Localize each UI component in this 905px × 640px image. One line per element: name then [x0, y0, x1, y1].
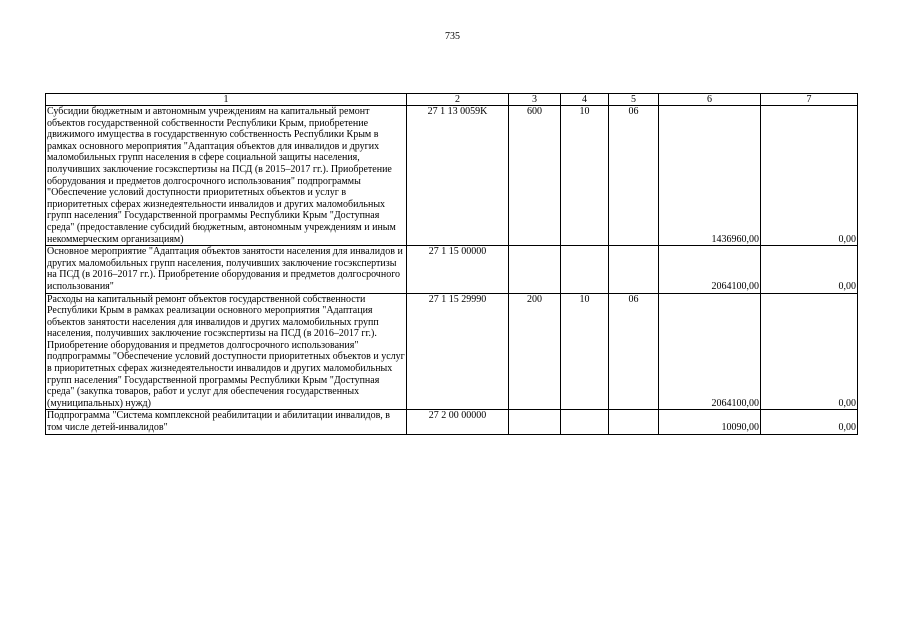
row-target-code: 27 1 13 0059K [407, 106, 509, 246]
row-expense-type [509, 410, 561, 434]
table-row [46, 410, 858, 434]
table-header-row [46, 94, 858, 106]
table-row [46, 246, 858, 293]
row-expense-type: 200 [509, 293, 561, 410]
column-header: 5 [609, 94, 659, 106]
row-section [561, 246, 609, 293]
column-header: 6 [659, 94, 761, 106]
row-subsection: 06 [609, 106, 659, 246]
row-amount-2: 0,00 [761, 293, 858, 410]
row-target-code: 27 2 00 00000 [407, 410, 509, 434]
row-section: 10 [561, 106, 609, 246]
row-amount-2: 0,00 [761, 246, 858, 293]
column-header: 3 [509, 94, 561, 106]
row-section [561, 410, 609, 434]
row-target-code: 27 1 15 29990 [407, 293, 509, 410]
row-amount: 2064100,00 [659, 246, 761, 293]
table-row [46, 106, 858, 246]
row-amount-2: 0,00 [761, 106, 858, 246]
column-header: 4 [561, 94, 609, 106]
row-description: Подпрограмма "Система комплексной реабилитации и абилитации инвалидов, в том числе детей-инвалидов" [46, 410, 407, 434]
row-target-code: 27 1 15 00000 [407, 246, 509, 293]
row-subsection [609, 410, 659, 434]
column-header: 7 [761, 94, 858, 106]
row-subsection [609, 246, 659, 293]
row-amount-2: 0,00 [761, 410, 858, 434]
row-subsection: 06 [609, 293, 659, 410]
row-amount: 10090,00 [659, 410, 761, 434]
row-amount: 2064100,00 [659, 293, 761, 410]
row-description: Основное мероприятие "Адаптация объектов занятости населения для инвалидов и других маломобильных групп населения, получивших заключение госэкспертизы на ПСД (в 2016–2017 гг.). Приобретение оборудования и предметов долгосрочного использования" [46, 246, 407, 293]
row-section: 10 [561, 293, 609, 410]
row-description: Расходы на капитальный ремонт объектов государственной собственности Республики Крым в рамках реализации основного мероприятия "Адаптация объектов занятости населения для инвалидов и других маломобильных групп населения, получивших заключение госэкспертизы на ПСД (в 2016–2017 гг.). Приобретение оборудования и предметов долгосрочного использования" подпрограммы "Обеспечение условий доступности приоритетных объектов и услуг в приоритетных сферах жизнедеятельности инвалидов и других маломобильных групп населения" Государственной программы Республики Крым "Доступная среда" (закупка товаров, работ и услуг для обеспечения государственных (муниципальных) нужд) [47, 293, 405, 409]
row-amount: 1436960,00 [659, 106, 761, 246]
table-row [46, 293, 858, 410]
row-expense-type [509, 246, 561, 293]
column-header: 1 [46, 94, 407, 106]
budget-table [45, 93, 858, 435]
column-header: 2 [407, 94, 509, 106]
row-description: Субсидии бюджетным и автономным учреждениям на капитальный ремонт объектов государственной собственности Республики Крым, приобретение движимого имущества в государственную собственность Республики Крым в рамках основного мероприятия "Адаптация объектов для инвалидов и других маломобильных групп населения в сфере социальной защиты населения, получивших заключение госэкспертизы на ПСД (в 2015–2017 гг.). Приобретение оборудования и предметов долгосрочного использования" подпрограммы "Обеспечение условий доступности приоритетных объектов и услуг в приоритетных сферах жизнедеятельности инвалидов и других маломобильных групп населения" Государственной программы Республики Крым "Доступная среда" (предоставление субсидий бюджетным, автономным учреждениям и иным некоммерческим организациям) [46, 106, 407, 246]
row-expense-type: 600 [509, 106, 561, 246]
page-number: 735 [445, 31, 460, 42]
